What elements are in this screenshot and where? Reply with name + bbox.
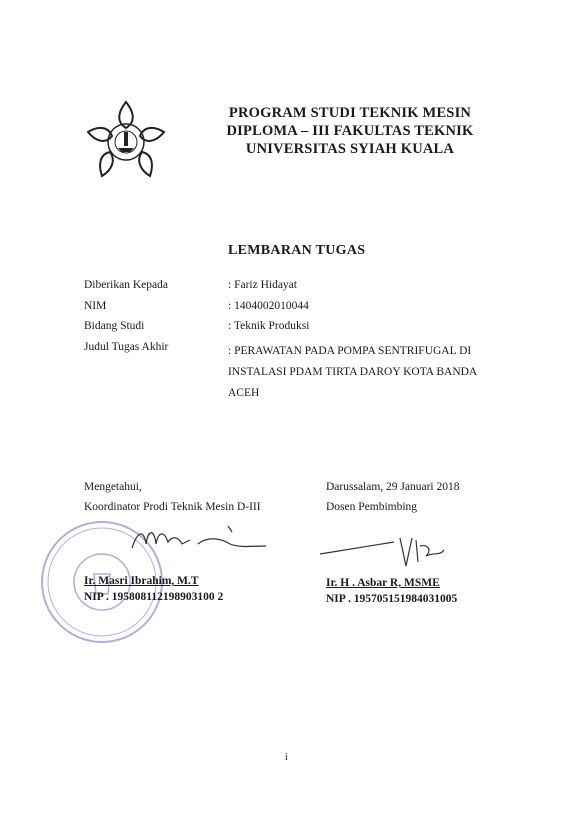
- coordinator-signature-icon: [128, 522, 268, 558]
- given-to-value: : Fariz Hidayat: [228, 279, 297, 291]
- supervisor-signature-icon: [316, 530, 476, 574]
- thesis-title-label: Judul Tugas Akhir: [84, 341, 169, 353]
- acknowledged-text: Mengetahui,: [84, 481, 142, 493]
- nim-value: : 1404002010044: [228, 300, 309, 312]
- coordinator-nip: NIP . 195808112198903100 2: [84, 591, 224, 603]
- university-emblem-icon: [84, 98, 168, 182]
- nim-label: NIM: [84, 300, 107, 312]
- field-of-study-label: Bidang Studi: [84, 320, 145, 332]
- given-to-label: Diberikan Kepada: [84, 279, 168, 291]
- header-diploma: DIPLOMA – III FAKULTAS TEKNIK: [226, 123, 474, 139]
- supervisor-name: Ir. H . Asbar R, MSME: [326, 577, 440, 589]
- coordinator-name: Ir. Masri Ibrahim, M.T: [84, 575, 199, 587]
- header-university: UNIVERSITAS SYIAH KUALA: [245, 141, 455, 157]
- place-date: Darussalam, 29 Januari 2018: [326, 481, 460, 493]
- coordinator-role: Koordinator Prodi Teknik Mesin D-III: [84, 501, 261, 513]
- header-program: PROGRAM STUDI TEKNIK MESIN: [228, 105, 472, 121]
- field-of-study-value: : Teknik Produksi: [228, 320, 310, 332]
- supervisor-nip: NIP . 195705151984031005: [326, 593, 458, 605]
- supervisor-role: Dosen Pembimbing: [326, 501, 418, 513]
- institution-header: [200, 104, 500, 158]
- document-title: LEMBARAN TUGAS: [228, 243, 366, 258]
- thesis-title-value: : PERAWATAN PADA POMPA SENTRIFUGAL DI INSTALASI PDAM TIRTA DAROY KOTA BANDA ACEH: [228, 345, 477, 399]
- page-number: i: [285, 752, 288, 763]
